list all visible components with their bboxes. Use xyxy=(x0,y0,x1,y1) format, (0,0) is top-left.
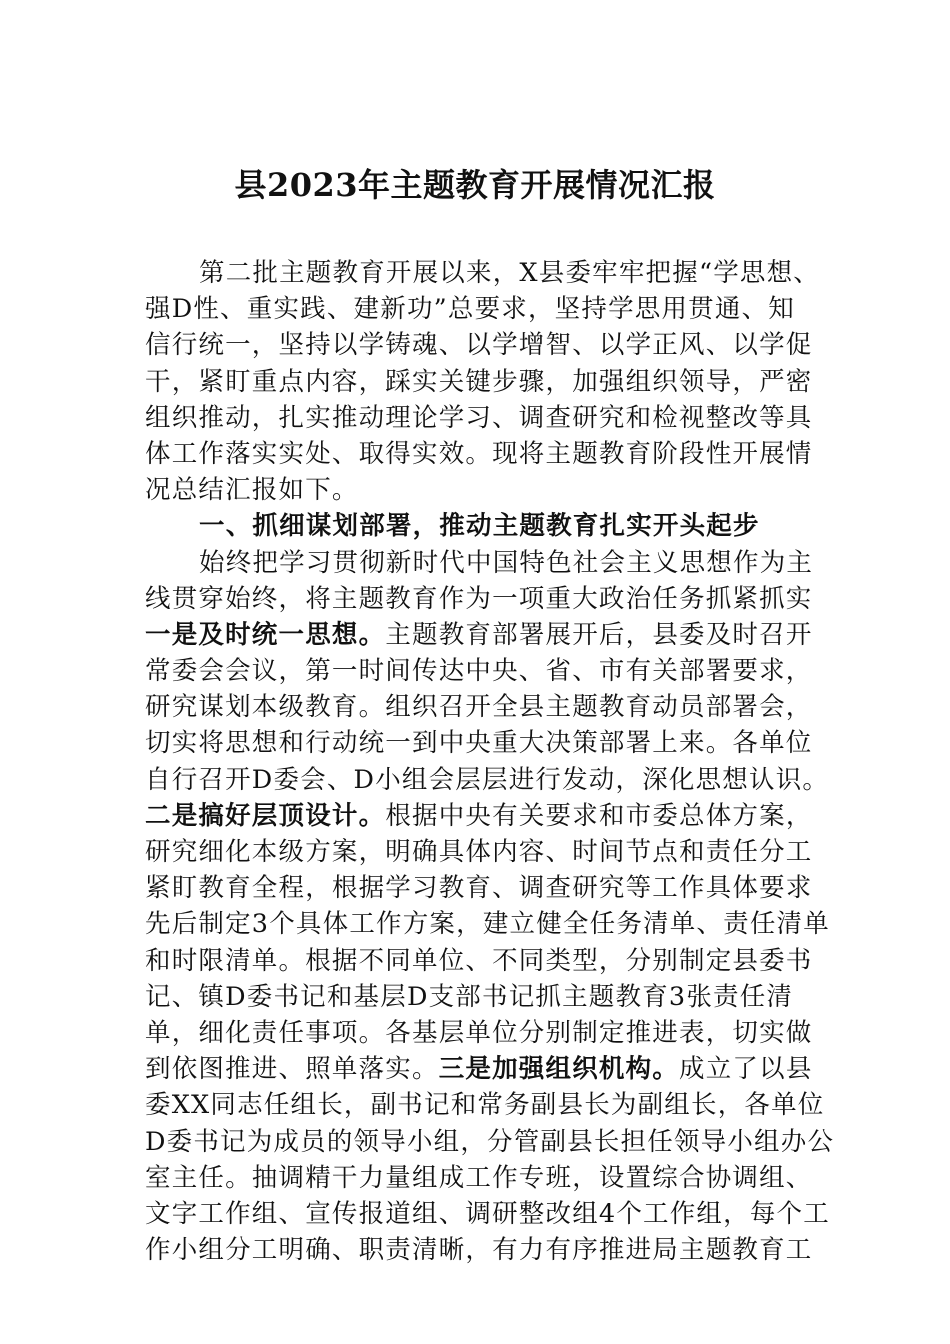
text-line xyxy=(145,1232,815,1268)
text-run: 自行召开D委会、D小组会层层进行发动，深化思想认识。 xyxy=(145,764,830,795)
text-run: 研究谋划本级教育。组织召开全县主题教育动员部署会， xyxy=(145,692,813,723)
text-line xyxy=(145,834,815,870)
text-line xyxy=(145,436,815,472)
text-line xyxy=(145,327,815,363)
text-line xyxy=(145,1196,830,1232)
text-line xyxy=(145,1051,815,1087)
text-line xyxy=(145,400,815,436)
text-run: 信行统一，坚持以学铸魂、以学增智、以学正风、以学促 xyxy=(145,330,813,361)
bold-phrase: 二是搞好层顶设计。 xyxy=(145,800,386,831)
text-run: 况总结汇报如下。 xyxy=(145,475,359,506)
text-line xyxy=(145,979,815,1015)
text-line xyxy=(145,1160,815,1196)
text-line xyxy=(145,545,815,581)
document-title: 县2023年主题教育开展情况汇报 xyxy=(234,166,716,204)
text-run: 委XX同志任组长，副书记和常务副县长为副组长，各单位 xyxy=(145,1090,825,1121)
text-run: 常委会会议，第一时间传达中央、省、市有关部署要求， xyxy=(145,656,813,687)
text-line xyxy=(145,653,815,689)
text-run: 第二批主题教育开展以来，X县委牢牢把握“学思想、 xyxy=(199,258,820,288)
text-run: 根据中央有关要求和市委总体方案， xyxy=(385,800,813,831)
text-run: 始终把学习贯彻新时代中国特色社会主义思想作为主 xyxy=(199,547,814,578)
text-line xyxy=(145,255,820,291)
text-line xyxy=(145,943,815,979)
text-line xyxy=(145,291,815,327)
text-run: 成立了以县 xyxy=(679,1054,813,1085)
text-run: 作小组分工明确、职责清晰，有力有序推进局主题教育工 xyxy=(145,1235,813,1266)
text-run: 组织推动，扎实推动理论学习、调查研究和检视整改等具 xyxy=(145,402,813,433)
text-line xyxy=(145,364,815,400)
text-line xyxy=(145,617,815,653)
text-line xyxy=(145,689,815,725)
text-line xyxy=(145,870,815,906)
text-run: 线贯穿始终，将主题教育作为一项重大政治任务抓紧抓实 xyxy=(145,583,813,614)
bold-phrase: 一是及时统一思想。 xyxy=(145,619,386,650)
text-line xyxy=(145,762,830,798)
text-run: 研究细化本级方案，明确具体内容、时间节点和责任分工 xyxy=(145,837,813,867)
text-run: 主题教育部署展开后，县委及时召开 xyxy=(385,619,813,650)
text-run: 和时限清单。根据不同单位、不同类型，分别制定县委书 xyxy=(145,945,813,976)
bold-phrase: 一、抓细谋划部署，推动主题教育扎实开头起步 xyxy=(199,511,760,542)
text-run: 切实将思想和行动统一到中央重大决策部署上来。各单位 xyxy=(145,728,813,759)
text-run: 先后制定3个具体工作方案，建立健全任务清单、责任清单 xyxy=(145,909,830,940)
text-run: 单，细化责任事项。各基层单位分别制定推进表，切实做 xyxy=(145,1017,813,1048)
text-run: 到依图推进、照单落实。 xyxy=(145,1054,439,1085)
bold-phrase: 三是加强组织机构。 xyxy=(438,1054,680,1085)
text-run: 强D性、重实践、建新功”总要求，坚持学思用贯通、知 xyxy=(145,294,795,325)
text-run: 记、镇D委书记和基层D支部书记抓主题教育3张责任清 xyxy=(145,981,794,1012)
text-line xyxy=(145,508,815,544)
text-line xyxy=(145,1087,825,1123)
text-line xyxy=(145,798,815,834)
text-run: 体工作落实实处、取得实效。现将主题教育阶段性开展情 xyxy=(145,438,813,469)
text-line xyxy=(145,906,830,942)
text-run: 室主任。抽调精干力量组成工作专班，设置综合协调组、 xyxy=(145,1162,813,1193)
text-run: 文字工作组、宣传报道组、调研整改组4个工作组，每个工 xyxy=(145,1198,830,1229)
text-run: D委书记为成员的领导小组，分管副县长担任领导小组办公 xyxy=(145,1126,835,1157)
text-line xyxy=(145,472,815,508)
text-line xyxy=(145,581,815,617)
document-body xyxy=(145,255,835,1268)
text-run: 干，紧盯重点内容，踩实关键步骤，加强组织领导，严密 xyxy=(145,366,813,397)
text-run: 紧盯教育全程，根据学习教育、调查研究等工作具体要求 xyxy=(145,873,813,904)
text-line xyxy=(145,1015,815,1051)
text-line xyxy=(145,725,815,761)
text-line xyxy=(145,1124,835,1160)
